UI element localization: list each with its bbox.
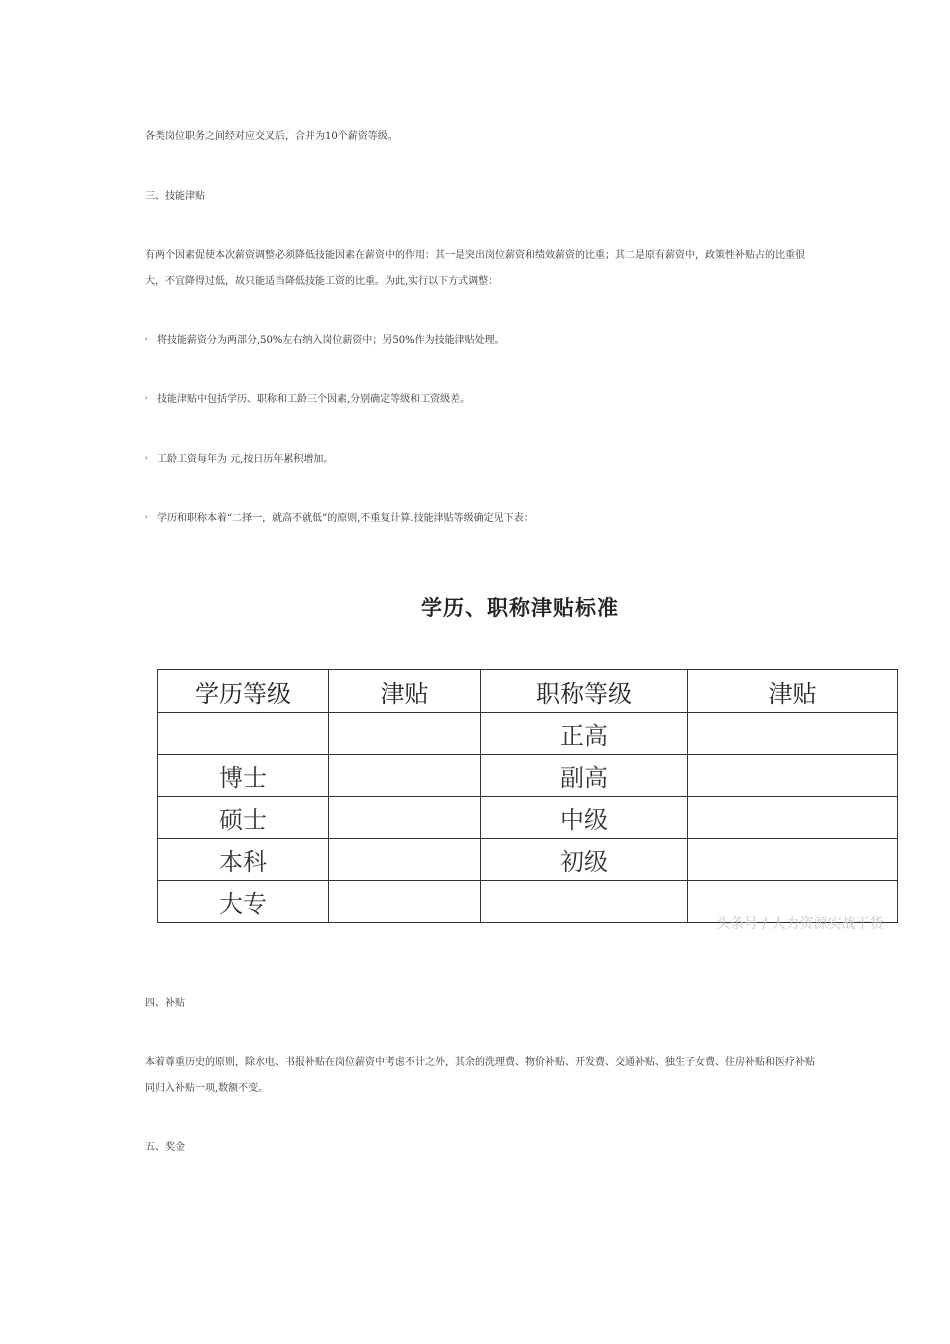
- table-cell: [329, 713, 481, 755]
- table-cell: 初级: [481, 839, 688, 881]
- bullet-text: 工龄工资每年为 元,按日历年累积增加。: [157, 454, 334, 465]
- table-cell: 中级: [481, 797, 688, 839]
- bullet-mark: ²: [145, 515, 148, 522]
- table-cell: [688, 713, 898, 755]
- table-cell: 博士: [158, 755, 329, 797]
- table-row: [158, 755, 898, 797]
- bullet-item-3: [145, 452, 333, 468]
- paragraph-subsidy: 本着尊重历史的原则，除水电、书报补贴在岗位薪资中考虑不计之外，其余的洗理费、物价补贴、开发费、交通补贴、独生子女费、住房补贴和医疗补贴同归入补贴一项,数额不变。: [145, 1057, 815, 1094]
- table-cell: 正高: [481, 713, 688, 755]
- table-row: [158, 797, 898, 839]
- bullet-item-4: [145, 511, 534, 527]
- header-title-grade: 职称等级: [481, 670, 688, 713]
- table-cell: [688, 755, 898, 797]
- allowance-table: [157, 669, 898, 923]
- section-heading-subsidy: 四、补贴: [145, 998, 185, 1009]
- table-cell: 副高: [481, 755, 688, 797]
- table-cell: [329, 839, 481, 881]
- header-allowance: 津贴: [688, 670, 898, 713]
- table-cell: 硕士: [158, 797, 329, 839]
- table-row: [158, 713, 898, 755]
- bullet-text: 学历和职称本着“二择一，就高不就低”的原则,不重复计算.技能津贴等级确定见下表：: [157, 513, 534, 524]
- bullet-text: 将技能薪资分为两部分,50%左右纳入岗位薪资中；另50%作为技能津贴处理。: [157, 335, 505, 346]
- paragraph-grade-merge: 各类岗位职务之间经对应交叉后，合并为10个薪资等级。: [145, 131, 398, 142]
- table-title: 学历、职称津贴标准: [421, 596, 619, 620]
- bullet-mark: ²: [145, 456, 148, 463]
- watermark: 头条号 / 人力资源实战干货: [716, 916, 884, 932]
- header-education-grade: 学历等级: [158, 670, 329, 713]
- table-cell: [688, 839, 898, 881]
- bullet-item-2: [145, 392, 470, 408]
- table-cell: 大专: [158, 881, 329, 923]
- table-row: [158, 839, 898, 881]
- bullet-mark: ²: [145, 396, 148, 403]
- header-allowance: 津贴: [329, 670, 481, 713]
- table-cell: [329, 755, 481, 797]
- table-cell: [481, 881, 688, 923]
- bullet-text: 技能津贴中包括学历、职称和工龄三个因素,分别确定等级和工资级差。: [157, 394, 471, 405]
- bullet-item-1: [145, 333, 505, 349]
- table-header-row: [158, 670, 898, 713]
- table-cell: [329, 881, 481, 923]
- table-cell: 本科: [158, 839, 329, 881]
- paragraph-skill-factors: 有两个因素促使本次薪资调整必须降低技能因素在薪资中的作用：其一是突出岗位薪资和绩效薪资的比重；其二是原有薪资中，政策性补贴占的比重很大，不宜降得过低，故只能适当降低技能工资的比重。为此,实行以下方式调整：: [145, 250, 805, 287]
- bullet-mark: ²: [145, 337, 148, 344]
- table-cell: [688, 797, 898, 839]
- section-heading-skill-allowance: 三、技能津贴: [145, 191, 205, 202]
- section-heading-bonus: 五、奖金: [145, 1142, 185, 1153]
- table-cell: [329, 797, 481, 839]
- table-cell: [158, 713, 329, 755]
